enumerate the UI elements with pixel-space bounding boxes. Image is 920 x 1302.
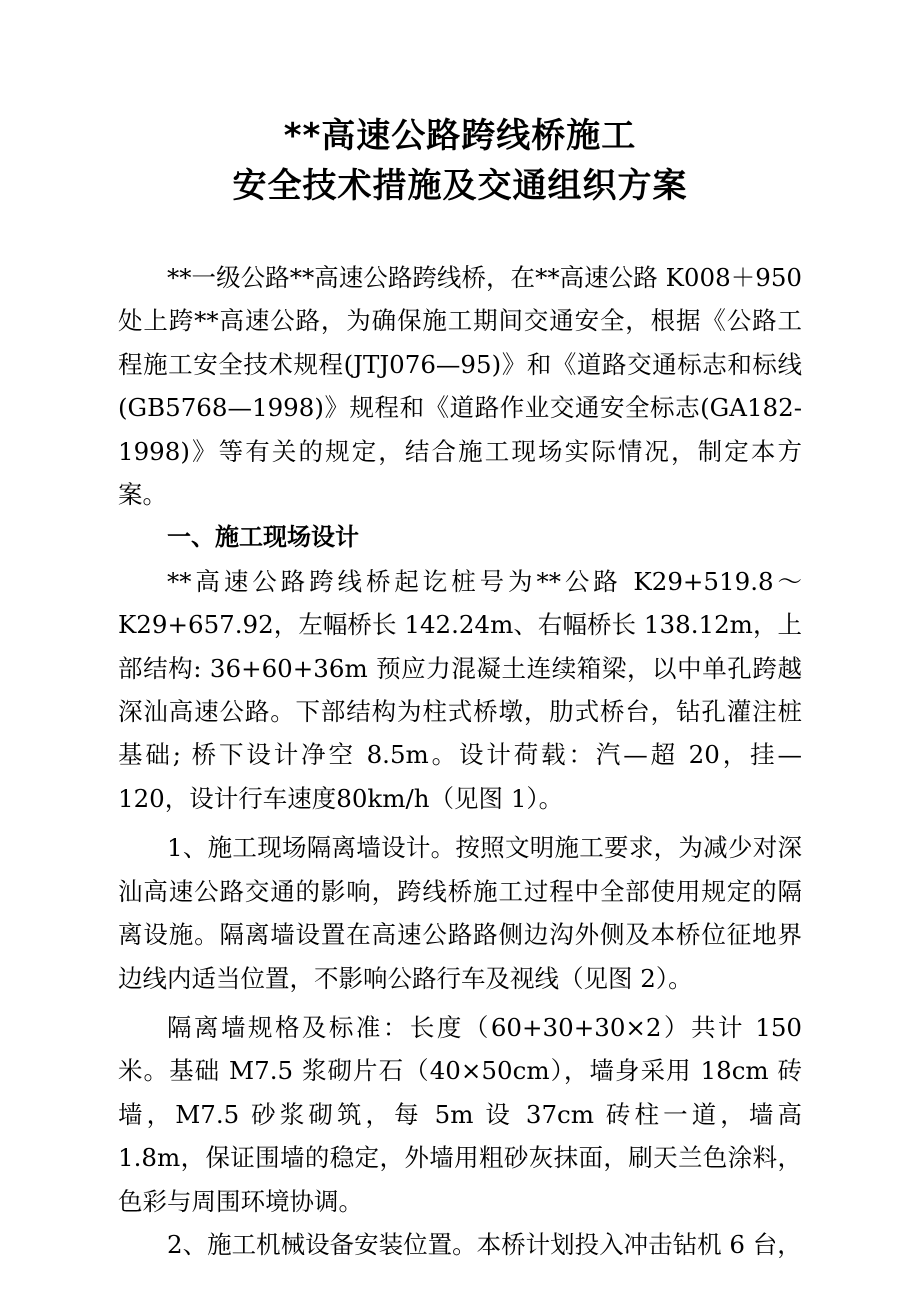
title-block (0, 111, 920, 211)
section-heading: 一、施工现场设计 (167, 523, 359, 552)
wall-spec-paragraph: 隔离墙规格及标准：长度（60+30+30×2）共计 150 米。基础 M7.5 浆砌片石（40×50cm），墙身采用 18cm 砖墙，M7.5 砂浆砌筑，每 5m 设 37cm 砖柱一道，墙高 1.8m，保证围墙的稳定，外墙用粗砂灰抹面，刷天兰色涂料，色彩与周围环境协调。 (118, 1012, 802, 1216)
isolation-wall-paragraph: 1、施工现场隔离墙设计。按照文明施工要求，为减少对深汕高速公路交通的影响，跨线桥施工过程中全部使用规定的隔离设施。隔离墙设置在高速公路路侧边沟外侧及本桥位征地界边线内适当位置，不影响公路行车及视线（见图 2）。 (118, 833, 802, 993)
document-title-line1: **高速公路跨线桥施工 (283, 116, 637, 156)
document-body (118, 256, 802, 1266)
intro-paragraph: **一级公路**高速公路跨线桥，在**高速公路 K008＋950处上跨**高速公路，为确保施工期间交通安全，根据《公路工程施工安全技术规程(JTJ076—95)》和《道路交通标志和标线(GB5768—1998)》规程和《道路作业交通安全标志(GA182-1998)》等有关的规定，结合施工现场实际情况，制定本方案。 (118, 263, 802, 510)
bridge-description-paragraph: **高速公路跨线桥起讫桩号为**公路 K29+519.8～K29+657.92，左幅桥长 142.24m、右幅桥长 138.12m，上部结构: 36+60+36m 预应力混凝土连续箱梁，以中单孔跨越深汕高速公路。下部结构为柱式桥墩，肋式桥台，钻孔灌注桩基础; 桥下设计净空 8.5m。设计荷载：汽—超 20，挂—120，设计行车速度80km/h（见图 1）。 (118, 566, 802, 813)
document-title-line2: 安全技术措施及交通组织方案 (232, 166, 688, 206)
equipment-paragraph: 2、施工机械设备安装位置。本桥计划投入冲击钻机 6 台， (167, 1229, 802, 1259)
